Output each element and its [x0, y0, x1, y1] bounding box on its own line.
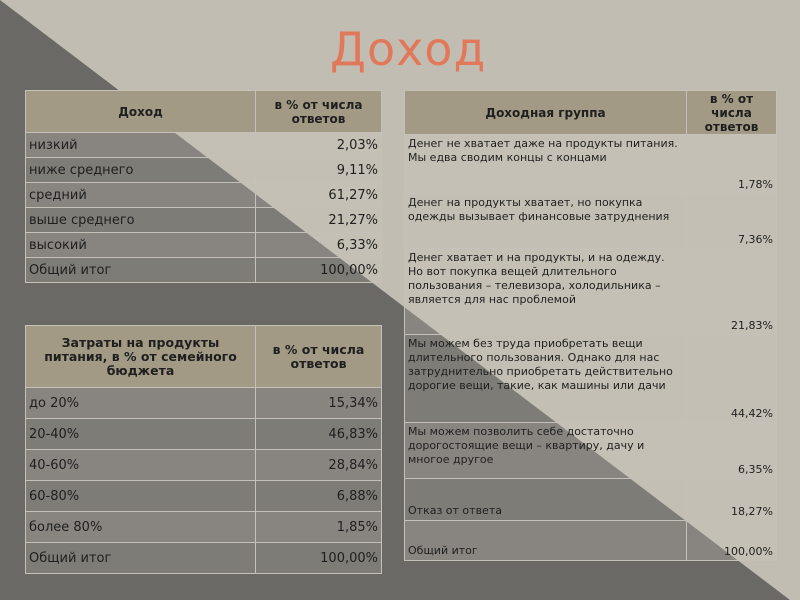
- row-label: Денег не хватает даже на продукты питания. Мы едва сводим концы с концами: [405, 135, 687, 194]
- row-label: 40-60%: [26, 450, 256, 481]
- row-value: 6,88%: [256, 481, 382, 512]
- table-row: [405, 479, 777, 521]
- table-row-total: [26, 258, 382, 283]
- row-value: 1,78%: [687, 135, 777, 194]
- table-row: [405, 249, 777, 335]
- row-value: 2,03%: [256, 133, 382, 158]
- income-table: [25, 90, 382, 283]
- row-label: Денег хватает и на продукты, и на одежду. Но вот покупка вещей длительного пользования – телевизора, холодильника – является для нас проблемой: [405, 249, 687, 335]
- table-row: [405, 423, 777, 479]
- row-label: 20-40%: [26, 419, 256, 450]
- row-value: 46,83%: [256, 419, 382, 450]
- row-label: Отказ от ответа: [405, 479, 687, 521]
- table-header-row: [405, 91, 777, 135]
- row-value: 61,27%: [256, 183, 382, 208]
- row-label: средний: [26, 183, 256, 208]
- row-label: Общий итог: [26, 543, 256, 574]
- row-label: до 20%: [26, 388, 256, 419]
- row-value: 6,33%: [256, 233, 382, 258]
- row-value: 44,42%: [687, 335, 777, 423]
- row-value: 100,00%: [687, 521, 777, 561]
- row-value: 18,27%: [687, 479, 777, 521]
- header-cell: Затраты на продукты питания, в % от семейного бюджета: [26, 326, 256, 388]
- row-label: 60-80%: [26, 481, 256, 512]
- table-header-row: [26, 326, 382, 388]
- row-value: 6,35%: [687, 423, 777, 479]
- table-header-row: [26, 91, 382, 133]
- table-row: [26, 233, 382, 258]
- table-row: [405, 335, 777, 423]
- table-row: [26, 419, 382, 450]
- row-value: 100,00%: [256, 258, 382, 283]
- header-cell: в % от числа ответов: [256, 91, 382, 133]
- row-value: 21,83%: [687, 249, 777, 335]
- row-label: более 80%: [26, 512, 256, 543]
- table-row: [26, 208, 382, 233]
- row-label: высокий: [26, 233, 256, 258]
- table-row: [26, 133, 382, 158]
- header-cell: Доходная группа: [405, 91, 687, 135]
- row-label: ниже среднего: [26, 158, 256, 183]
- header-cell: в % от числа ответов: [256, 326, 382, 388]
- row-value: 100,00%: [256, 543, 382, 574]
- row-label: Общий итог: [26, 258, 256, 283]
- table-row-total: [26, 543, 382, 574]
- row-label: Мы можем позволить себе достаточно дорогостоящие вещи – квартиру, дачу и многое другое: [405, 423, 687, 479]
- table-row: [26, 450, 382, 481]
- row-value: 9,11%: [256, 158, 382, 183]
- table-row: [26, 158, 382, 183]
- row-label: Мы можем без труда приобретать вещи длительного пользования. Однако для нас затруднительно приобретать действительно дорогие вещи, такие, как машины или дачи: [405, 335, 687, 423]
- row-value: 28,84%: [256, 450, 382, 481]
- table-row: [26, 183, 382, 208]
- income-group-table: [404, 90, 777, 561]
- header-cell: Доход: [26, 91, 256, 133]
- table-row: [26, 512, 382, 543]
- header-cell: в % от числа ответов: [687, 91, 777, 135]
- table-row-total: [405, 521, 777, 561]
- slide-title: Доход: [330, 22, 487, 76]
- row-label: выше среднего: [26, 208, 256, 233]
- row-label: Общий итог: [405, 521, 687, 561]
- table-row: [405, 194, 777, 249]
- row-value: 1,85%: [256, 512, 382, 543]
- row-value: 21,27%: [256, 208, 382, 233]
- row-value: 7,36%: [687, 194, 777, 249]
- table-row: [26, 481, 382, 512]
- row-label: низкий: [26, 133, 256, 158]
- row-label: Денег на продукты хватает, но покупка одежды вызывает финансовые затруднения: [405, 194, 687, 249]
- row-value: 15,34%: [256, 388, 382, 419]
- table-row: [405, 135, 777, 194]
- food-expenses-table: [25, 325, 382, 574]
- table-row: [26, 388, 382, 419]
